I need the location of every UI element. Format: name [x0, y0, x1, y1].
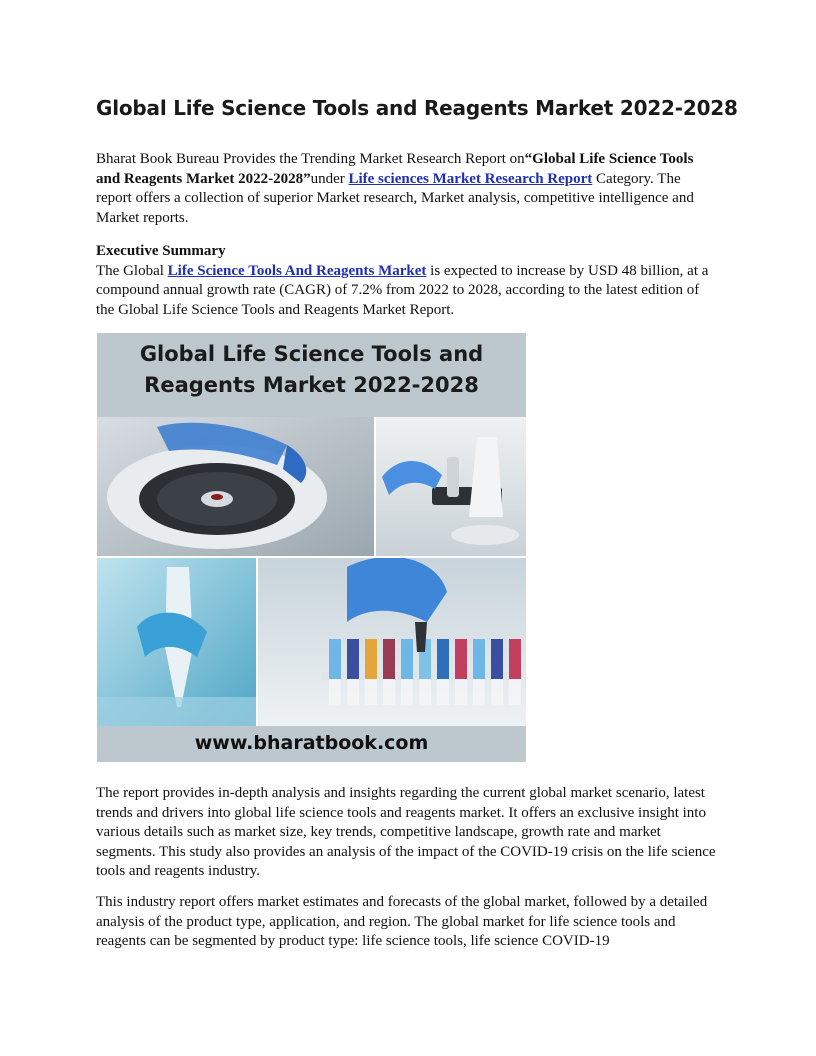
intro-text-1: Bharat Book Bureau Provides the Trending Market Research Report on	[96, 151, 525, 167]
category-link[interactable]: Life sciences Market Research Report	[348, 170, 593, 187]
image-website-caption: www.bharatbook.com	[97, 726, 526, 762]
test-tubes-photo	[257, 557, 526, 726]
image-banner	[97, 333, 526, 417]
microscope-photo	[375, 417, 526, 557]
report-name: “Global Life Science Tools and Reagents Market 2022-2028”	[96, 151, 694, 187]
summary-text-2: is expected to increase by USD 48 billion, at a compound annual growth rate (CAGR) of 7.2% from 2022 to 2028, according to the latest edition of the Global Life Science Tools and Reagents Market Report.	[96, 262, 709, 318]
summary-paragraph	[96, 242, 720, 320]
summary-text-1: The Global	[96, 262, 168, 279]
body-paragraph-2: This industry report offers market estimates and forecasts of the global market, followed by a detailed analysis of the product type, application, and region. The global market for life science tools and reagents can be segmented by product type: life science tools, life science COVID-19	[96, 894, 708, 950]
market-link[interactable]: Life Science Tools And Reagents Market	[167, 262, 427, 279]
report-cover-image	[97, 333, 526, 762]
page-title: Global Life Science Tools and Reagents Market 2022-2028	[96, 96, 738, 120]
pipette-photo	[97, 557, 257, 726]
intro-text-3: Category. The report offers a collection of superior Market research, Market analysis, competitive intelligence and Market reports.	[96, 170, 694, 226]
image-banner-line-1: Global Life Science Tools and	[139, 342, 484, 366]
centrifuge-photo	[97, 417, 375, 557]
image-banner-line-2: Reagents Market 2022-2028	[144, 373, 479, 397]
intro-paragraph	[96, 150, 720, 228]
intro-text-2: under	[310, 170, 349, 187]
lab-photo-collage	[97, 417, 526, 726]
summary-heading: Executive Summary	[96, 243, 226, 259]
body-paragraph-1: The report provides in-depth analysis and insights regarding the current global market scenario, latest trends and drivers into global life science tools and reagents market. It offers an exclusive insight into various details such as market size, key trends, competitive landscape, growth rate and market segments. This study also provides an analysis of the impact of the COVID-19 crisis on the life science tools and reagents industry.	[96, 785, 716, 880]
